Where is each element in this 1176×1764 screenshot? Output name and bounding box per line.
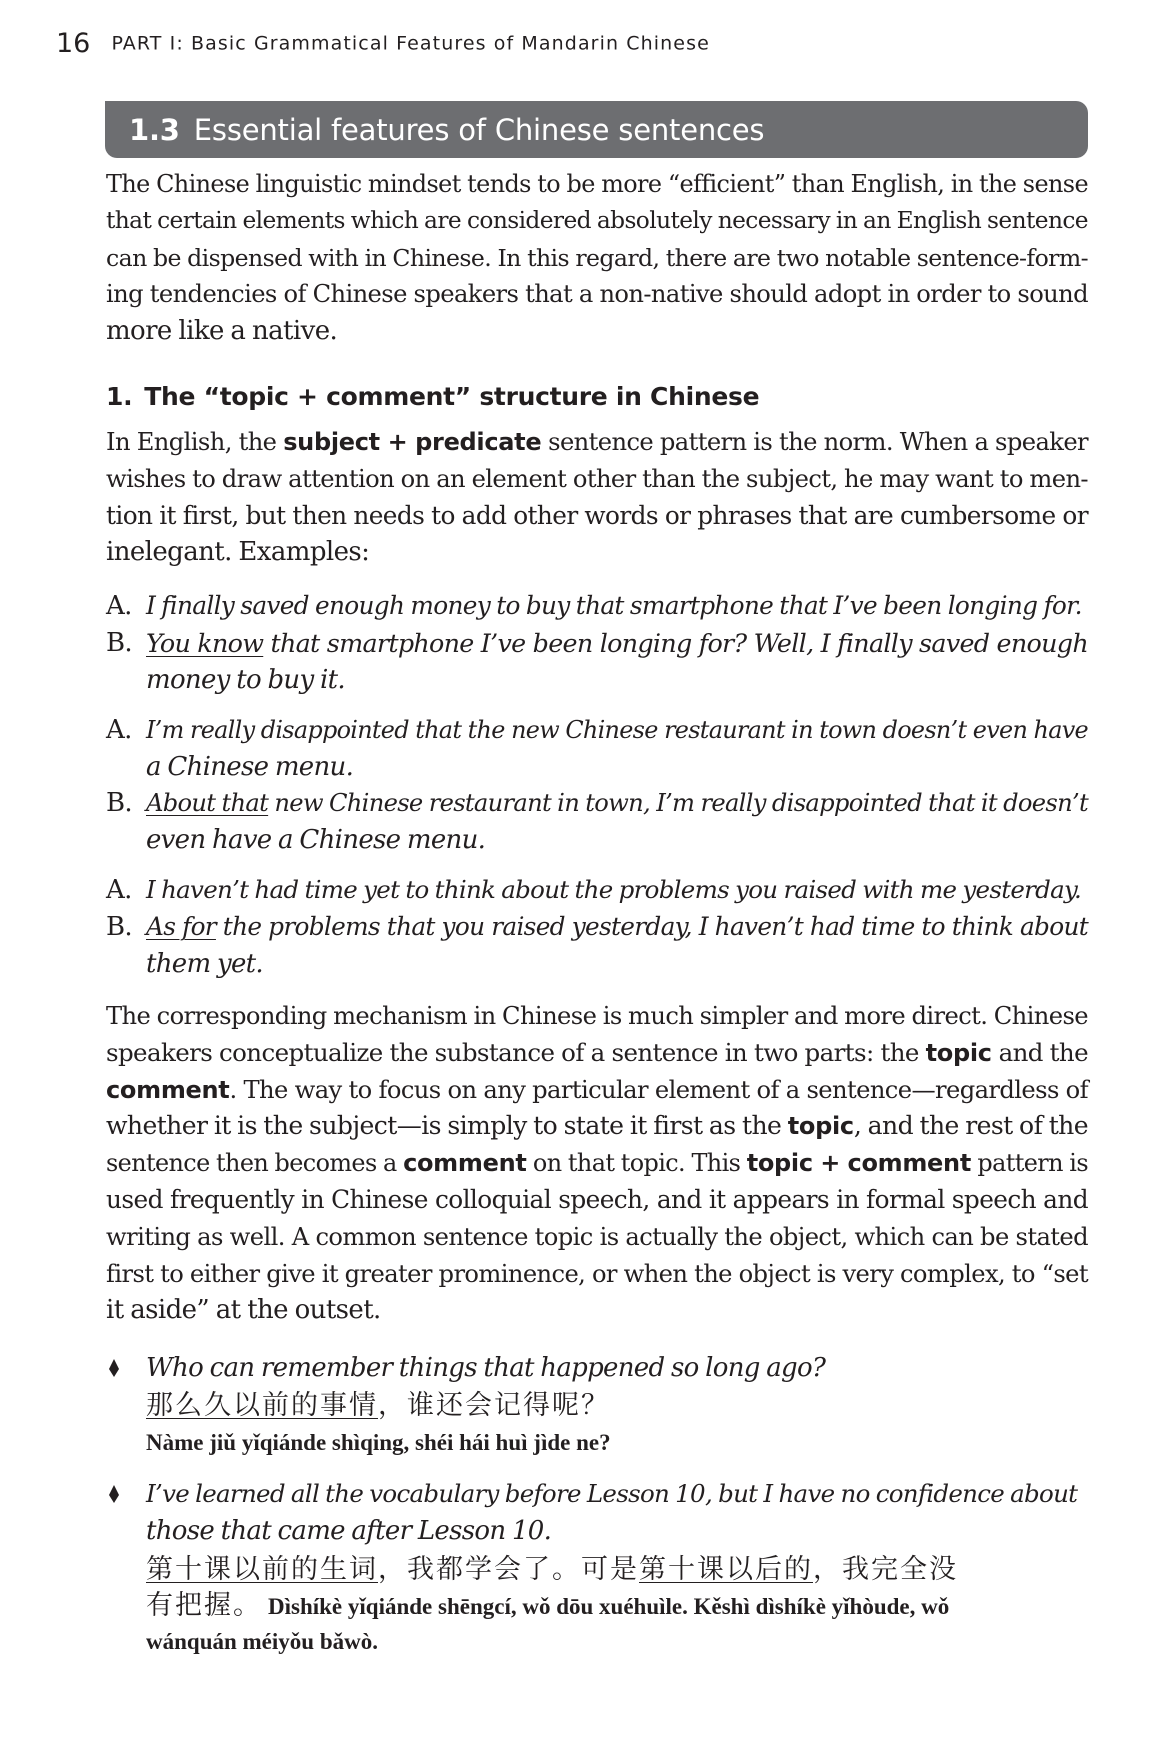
intro-line: ing tendencies of Chinese speakers that a non-native should adopt in order to sound [106, 280, 1088, 309]
text-run: on that topic. This [526, 1149, 747, 1178]
bullet-diamond-icon [108, 1358, 120, 1378]
bold-term: comment [106, 1075, 230, 1104]
underlined-topic: 第十课以前的生词 [146, 1554, 378, 1585]
text-run: 有把握。 [146, 1590, 262, 1621]
english-sentence: Who can remember things that happened so long ago? [146, 1353, 826, 1383]
text-run: pattern is [971, 1149, 1088, 1178]
underlined-topic: As for [146, 912, 216, 941]
text-run: speakers conceptualize the substance of a sentence in two parts: the [106, 1037, 926, 1067]
pinyin: Nàme jiǔ yǐqiánde shìqing, shéi hái huì jìde ne? [146, 1430, 611, 1455]
paragraph-line: tion it first, but then needs to add other words or phrases that are cumbersome or [106, 500, 1088, 530]
english-sentence: I’ve learned all the vocabulary before Lesson 10, but I have no confidence about [146, 1479, 1078, 1508]
example-line: I finally saved enough money to buy that smartphone that I’ve been longing for. [146, 591, 1082, 620]
bold-term: topic [925, 1038, 992, 1067]
subsection-heading [106, 382, 759, 411]
bold-term: topic [787, 1112, 854, 1141]
bold-term: topic + comment [746, 1149, 971, 1178]
page-number: 16 [56, 28, 91, 59]
text-run: , and the rest of the [853, 1111, 1088, 1141]
example-label: B. [106, 628, 132, 658]
paragraph-line: inelegant. Examples: [106, 537, 370, 568]
bold-term: subject + predicate [283, 428, 542, 456]
text-run: ，谁还会记得呢？ [378, 1390, 610, 1421]
intro-paragraph [106, 166, 1088, 350]
example-line: them yet. [146, 948, 263, 979]
text-run: whether it is the subject—is simply to state it first as the [106, 1111, 788, 1141]
intro-line: more like a native. [106, 316, 338, 347]
example-label: A. [106, 875, 132, 905]
text-run: . The way to focus on any particular element of a sentence—regardless of [229, 1075, 1088, 1104]
pinyin: Dìshíkè yǐqiánde shēngcí, wǒ dōu xuéhuìle. Kěshì dìshíkè yǐhòude, wǒ [268, 1594, 950, 1619]
example-line: money to buy it. [146, 664, 345, 695]
underlined-topic: 第十课以后的 [639, 1554, 813, 1585]
paragraph-line: wishes to draw attention on an element other than the subject, he may want to men- [106, 464, 1088, 493]
example-line: I’m really disappointed that the new Chinese restaurant in town doesn’t even have [146, 716, 1088, 744]
text-run: and the [991, 1037, 1088, 1067]
english-pattern-paragraph [106, 424, 1088, 571]
example-label: A. [106, 591, 132, 621]
example-label: B. [106, 788, 132, 818]
section-heading [105, 101, 1088, 158]
text-run: ，我完全没 [813, 1554, 958, 1585]
paragraph-line: used frequently in Chinese colloquial speech, and it appears in formal speech and [106, 1184, 1088, 1214]
running-title: PART I: Basic Grammatical Features of Mandarin Chinese [111, 32, 710, 55]
section-number: 1.3 [129, 112, 180, 147]
text-run: that smartphone I’ve been longing for? Well, I finally saved enough [263, 628, 1088, 658]
intro-line: The Chinese linguistic mindset tends to be more “efficient” than English, in the sense [106, 170, 1088, 198]
section-title: Essential features of Chinese sentences [193, 112, 765, 147]
text-run: ，我都学会了。可是 [378, 1554, 639, 1585]
text-run: new Chinese restaurant in town, I’m really disappointed that it doesn’t [268, 789, 1088, 817]
bullet-diamond-icon [108, 1484, 120, 1504]
intro-line: can be dispensed with in Chinese. In this regard, there are two notable sentence-form- [106, 243, 1088, 272]
paragraph-line: The corresponding mechanism in Chinese is much simpler and more direct. Chinese [106, 1002, 1088, 1030]
text-run: sentence pattern is the norm. When a speaker [541, 428, 1089, 456]
underlined-topic: About that [146, 789, 269, 817]
chinese-sentence [146, 1552, 1088, 1625]
chinese-sentence [146, 1388, 1088, 1424]
subsection-title: The “topic + comment” structure in Chinese [144, 382, 760, 411]
intro-line: that certain elements which are considered absolutely necessary in an English sentence [106, 206, 1088, 234]
example-line: I haven’t had time yet to think about the problems you raised with me yesterday. [146, 875, 1082, 904]
underlined-topic: You know [146, 628, 264, 658]
paragraph-line: it aside” at the outset. [106, 1295, 381, 1326]
text-run: In English, the [106, 428, 284, 456]
running-head [56, 28, 710, 59]
paragraph-line: writing as well. A common sentence topic is actually the object, which can be stated [106, 1222, 1088, 1251]
english-sentence: those that came after Lesson 10. [146, 1515, 552, 1546]
text-run: the problems that you raised yesterday, I haven’t had time to think about [215, 912, 1088, 941]
topic-comment-paragraph [106, 998, 1088, 1329]
example-label: B. [106, 912, 132, 942]
bold-term: comment [403, 1149, 527, 1178]
paragraph-line: first to either give it greater prominence, or when the object is very complex, to “set [106, 1259, 1088, 1288]
example-label: A. [106, 715, 132, 745]
text-run: sentence then becomes a [106, 1149, 404, 1178]
subsection-number: 1. [106, 382, 133, 411]
underlined-topic: 那么久以前的事情 [146, 1390, 378, 1421]
example-line: even have a Chinese menu. [146, 824, 486, 855]
pinyin: wánquán méiyǒu bǎwò. [146, 1629, 378, 1654]
example-line: a Chinese menu. [146, 751, 354, 782]
